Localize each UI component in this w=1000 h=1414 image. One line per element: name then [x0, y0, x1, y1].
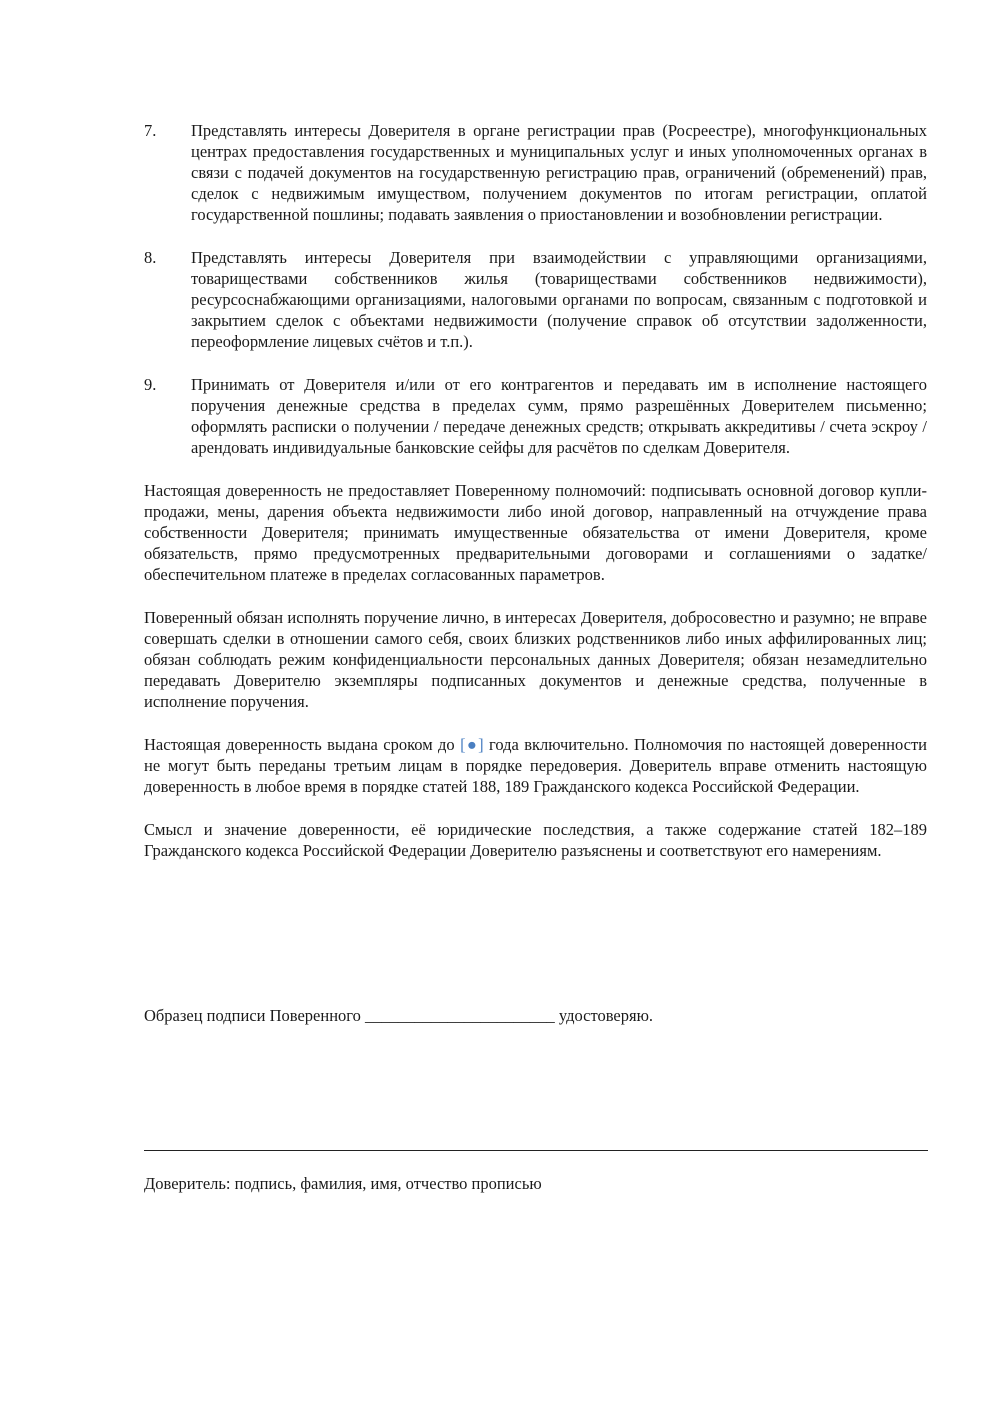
list-item-number: 9.	[144, 375, 157, 394]
list-item-text: Представлять интересы Доверителя при взаимодействии с управляющими организациями, товариществами собственников жилья (товариществами собственников недвижимости), ресурсоснабжающими организациями, налоговыми органами по вопросам, связанным с подготовкой и закрытием сделок с объектами недвижимости (получение справок об отсутствии задолженности, переоформление лицевых счётов и т.п.).	[191, 248, 927, 351]
list-item-7	[144, 120, 927, 225]
term-text-after: года включительно. Полномочия по настоящей доверенности не могут быть переданы третьим лицам в порядке передоверия. Доверитель вправе отменить настоящую доверенность в любое время в порядке статей 188, 189 Гражданского кодекса Российской Федерации.	[144, 735, 927, 796]
limits-paragraph: Настоящая доверенность не предоставляет Поверенному полномочий: подписывать основной договор купли-продажи, мены, дарения объекта недвижимости либо иной договор, направленный на отчуждение права собственности Доверителя; принимать имущественные обязательства от имени Доверителя, кроме обязательств, прямо предусмотренных предварительными договорами и соглашениями о задатке/обеспечительном платеже в пределах согласованных параметров.	[144, 481, 927, 584]
list-item-text: Принимать от Доверителя и/или от его контрагентов и передавать им в исполнение настоящего поручения денежные средства в пределах сумм, прямо разрешённых Доверителем письменно; оформлять расписки о получении / передаче денежных средств; открывать аккредитивы / счета эскроу / арендовать индивидуальные банковские сейфы для расчётов по сделкам Доверителя.	[191, 375, 927, 457]
list-item-8	[144, 247, 927, 352]
duties-paragraph: Поверенный обязан исполнять поручение лично, в интересах Доверителя, добросовестно и разумно; не вправе совершать сделки в отношении самого себя, своих близких родственников либо иных аффилированных лиц; обязан соблюдать режим конфиденциальности персональных данных Доверителя; обязан незамедлительно передавать Доверителю экземпляры подписанных документов и денежные средства, полученные в исполнение поручения.	[144, 608, 927, 711]
signature-sample-line: Образец подписи Поверенного _______________________ удостоверяю.	[144, 1006, 654, 1025]
term-date-placeholder: [●]	[460, 735, 484, 754]
list-item-number: 8.	[144, 248, 157, 267]
list-item-text: Представлять интересы Доверителя в органе регистрации прав (Росреестре), многофункциональных центрах предоставления государственных и муниципальных услуг и иных уполномоченных органах в связи с подачей документов на государственную регистрацию прав, ограничений (обременений) прав, сделок с недвижимым имуществом, получением документов по итогам регистрации, оплатой государственной пошлины; подавать заявления о приостановлении и возобновлении регистрации.	[191, 121, 927, 224]
term-paragraph	[144, 734, 927, 797]
explained-paragraph: Смысл и значение доверенности, её юридические последствия, а также содержание статей 182–189 Гражданского кодекса Российской Федерации Доверителю разъяснены и соответствуют его намерениям.	[144, 820, 927, 860]
list-item-number: 7.	[144, 121, 157, 140]
signature-caption: Доверитель: подпись, фамилия, имя, отчество прописью	[144, 1174, 542, 1193]
term-text-before: Настоящая доверенность выдана сроком до	[144, 735, 461, 754]
list-item-9	[144, 374, 927, 458]
document-body	[144, 120, 927, 883]
signature-rule	[144, 1150, 928, 1151]
